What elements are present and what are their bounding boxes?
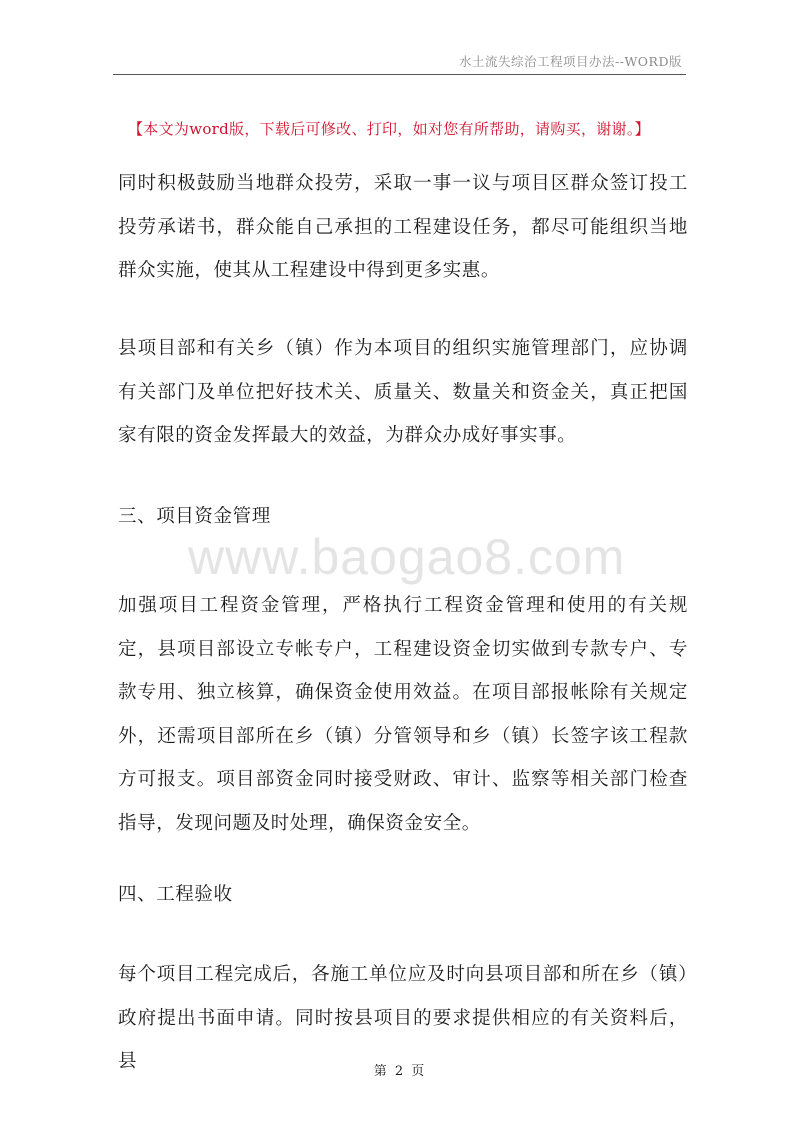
- section-heading-4: 四、工程验收: [118, 884, 233, 905]
- notice-banner: 【本文为word版，下载后可修改、打印，如对您有所帮助，请购买，谢谢。】: [128, 120, 650, 138]
- header-divider: [113, 74, 686, 75]
- document-header-title: 水土流失综治工程项目办法--WORD版: [459, 54, 682, 69]
- section-heading-3: 三、项目资金管理: [118, 506, 271, 527]
- paragraph-4: 每个项目工程完成后，各施工单位应及时向县项目部和所在乡（镇）政府提出书面申请。同时按县项目的要求提供相应的有关资料后，县: [118, 964, 688, 1072]
- paragraph-2: 县项目部和有关乡（镇）作为本项目的组织实施管理部门，应协调有关部门及单位把好技术关、质量关、数量关和资金关，真正把国家有限的资金发挥最大的效益，为群众办成好事实事。: [118, 338, 688, 446]
- paragraph-1: 同时积极鼓励当地群众投劳，采取一事一议与项目区群众签订投工投劳承诺书，群众能自己承担的工程建设任务，都尽可能组织当地群众实施，使其从工程建设中得到更多实惠。: [118, 173, 688, 281]
- paragraph-3: 加强项目工程资金管理，严格执行工程资金管理和使用的有关规定，县项目部设立专帐专户，工程建设资金切实做到专款专户、专款专用、独立核算，确保资金使用效益。在项目部报帐除有关规定外，还需项目部所在乡（镇）分管领导和乡（镇）长签字该工程款方可报支。项目部资金同时接受财政、审计、监察等相关部门检查指导，发现问题及时处理，确保资金安全。: [118, 595, 688, 834]
- page-number: 第 2 页: [373, 1064, 427, 1079]
- watermark: www.baogao8.com: [188, 529, 626, 585]
